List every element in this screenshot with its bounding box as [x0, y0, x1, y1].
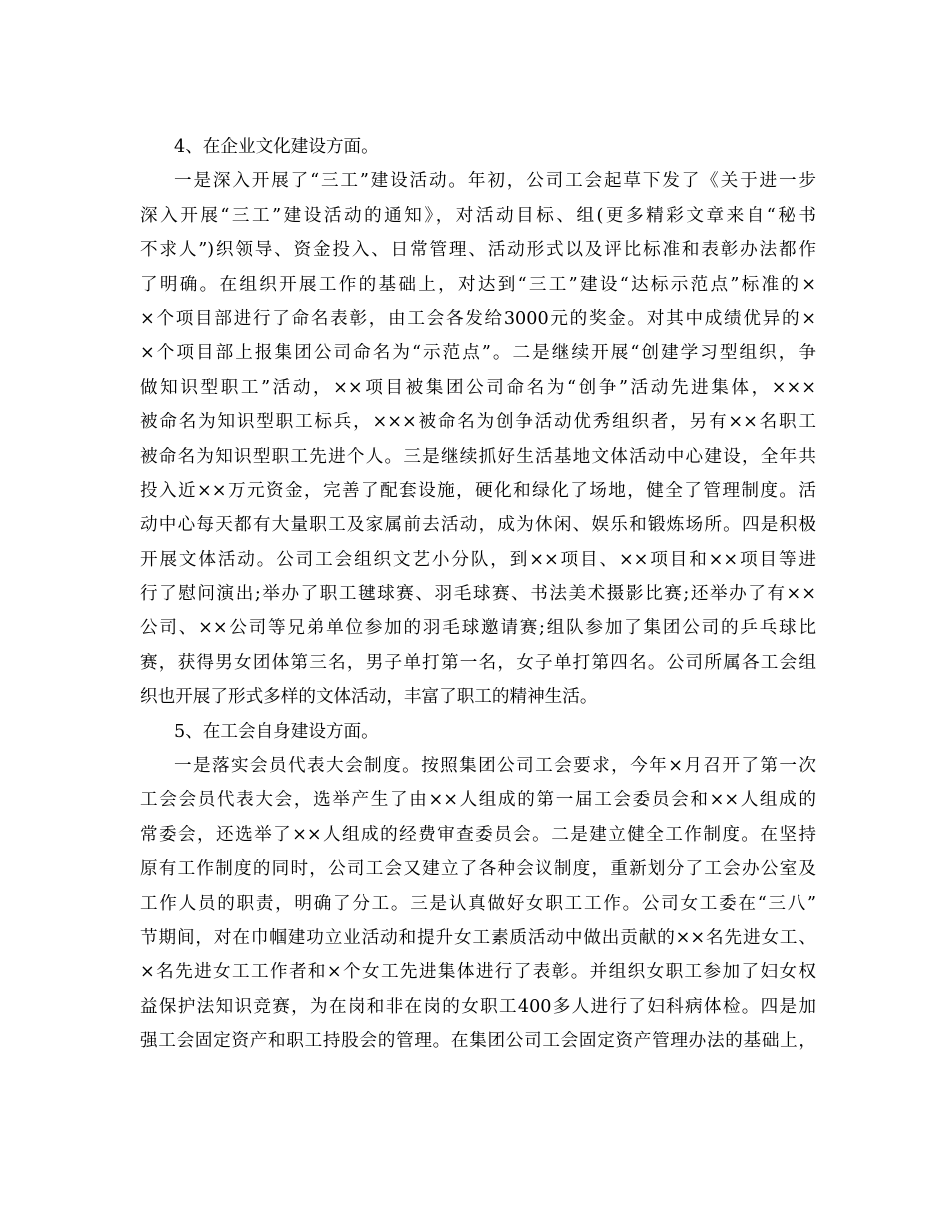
paragraph-line: 节期间，对在巾帼建功立业活动和提升女工素质活动中做出贡献的××名先进女工、: [140, 927, 816, 948]
paragraph-line: 织也开展了形式多样的文体活动，丰富了职工的精神生活。: [140, 687, 598, 708]
paragraph-line: 工作人员的职责，明确了分工。三是认真做好女职工工作。公司女工委在“三八”: [140, 893, 816, 914]
paragraph-line: 动中心每天都有大量职工及家属前去活动，成为休闲、娱乐和锻炼场所。四是积极: [140, 515, 816, 536]
document-body: [140, 130, 816, 1059]
paragraph-line: 强工会固定资产和职工持股会的管理。在集团公司工会固定资产管理办法的基础上，: [140, 1031, 816, 1052]
paragraph-line: 常委会，还选举了××人组成的经费审查委员会。二是建立健全工作制度。在坚持: [140, 824, 816, 845]
paragraph-line: 原有工作制度的同时，公司工会又建立了各种会议制度，重新划分了工会办公室及: [140, 859, 816, 880]
paragraph-line: 做知识型职工”活动，××项目被集团公司命名为“创争”活动先进集体，×××: [140, 377, 816, 398]
paragraph-line: 赛，获得男女团体第三名，男子单打第一名，女子单打第四名。公司所属各工会组: [140, 652, 816, 673]
paragraph-line: ×名先进女工工作者和×个女工先进集体进行了表彰。并组织女职工参加了妇女权: [140, 962, 816, 983]
paragraph-line: 不求人”)织领导、资金投入、日常管理、活动形式以及评比标准和表彰办法都作: [140, 240, 816, 261]
section-heading: 4、在企业文化建设方面。: [174, 137, 379, 157]
paragraph-line: 工会会员代表大会，选举产生了由××人组成的第一届工会委员会和××人组成的: [140, 790, 816, 811]
paragraph-line: 了明确。在组织开展工作的基础上，对达到“三工”建设“达标示范点”标准的×: [140, 274, 816, 295]
paragraph-line: 被命名为知识型职工先进个人。三是继续抓好生活基地文体活动中心建设，全年共: [140, 446, 816, 467]
section-heading: 5、在工会自身建设方面。: [174, 721, 379, 742]
paragraph-line: 深入开展“三工”建设活动的通知》，对活动目标、组(更多精彩文章来自“秘书: [140, 205, 816, 226]
paragraph-line: 被命名为知识型职工标兵，×××被命名为创争活动优秀组织者，另有××名职工: [140, 412, 816, 433]
paragraph-line: 一是落实会员代表大会制度。按照集团公司工会要求，今年×月召开了第一次: [174, 756, 816, 777]
paragraph-line: 行了慰问演出;举办了职工毽球赛、羽毛球赛、书法美术摄影比赛;还举办了有××: [140, 584, 816, 605]
paragraph-line: ×个项目部进行了命名表彰，由工会各发给3000元的奖金。对其中成绩优异的×: [140, 308, 816, 329]
paragraph-line: 益保护法知识竞赛，为在岗和非在岗的女职工400多人进行了妇科病体检。四是加: [140, 996, 816, 1017]
paragraph-line: 一是深入开展了“三工”建设活动。年初，公司工会起草下发了《关于进一步: [174, 171, 816, 192]
paragraph-line: 投入近××万元资金，完善了配套设施，硬化和绿化了场地，健全了管理制度。活: [140, 480, 816, 501]
paragraph-line: ×个项目部上报集团公司命名为“示范点”。二是继续开展“创建学习型组织，争: [140, 343, 816, 364]
paragraph-line: 开展文体活动。公司工会组织文艺小分队，到××项目、××项目和××项目等进: [140, 549, 816, 570]
paragraph-line: 公司、××公司等兄弟单位参加的羽毛球邀请赛;组队参加了集团公司的乒乓球比: [140, 618, 816, 639]
